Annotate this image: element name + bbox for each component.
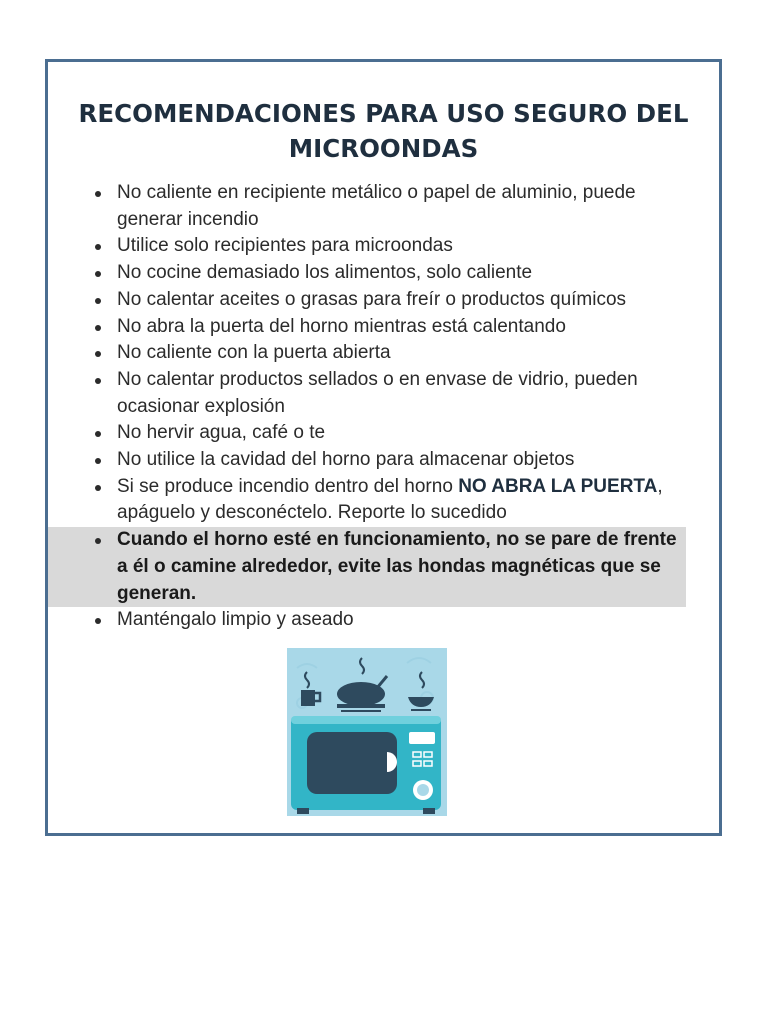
microwave-icon [287, 648, 447, 816]
title-line-1: RECOMENDACIONES PARA USO SEGURO DEL [78, 99, 689, 128]
bullet-icon [95, 458, 101, 464]
bullet-icon [95, 271, 101, 277]
list-item: No calentar aceites o grasas para freír o productos químicos [48, 287, 719, 314]
microwave-window [307, 732, 397, 794]
bullet-icon [95, 298, 101, 304]
microwave-body [291, 716, 441, 814]
bullet-icon [95, 378, 101, 384]
bullet-icon [95, 538, 101, 544]
document-title [48, 96, 719, 166]
title-line-2: MICROONDAS [288, 134, 479, 163]
list-item: No utilice la cavidad del horno para almacenar objetos [48, 447, 719, 474]
bullet-icon [95, 244, 101, 250]
list-item: No caliente con la puerta abierta [48, 340, 719, 367]
list-item: No abra la puerta del horno mientras está calentando [48, 314, 719, 341]
recommendations-list [48, 180, 719, 634]
bullet-icon [95, 618, 101, 624]
recommendations-frame [45, 59, 722, 836]
list-item: Si se produce incendio dentro del horno NO ABRA LA PUERTA, apáguelo y desconéctelo. Reporte lo sucedido [48, 474, 719, 527]
bullet-icon [95, 325, 101, 331]
list-item: No calentar productos sellados o en envase de vidrio, pueden ocasionar explosión [48, 367, 719, 420]
bullet-icon [95, 431, 101, 437]
list-item: Utilice solo recipientes para microondas [48, 233, 719, 260]
microwave-display [409, 732, 435, 744]
list-item: No caliente en recipiente metálico o papel de aluminio, puede generar incendio [48, 180, 719, 233]
list-item: No cocine demasiado los alimentos, solo caliente [48, 260, 719, 287]
list-item: Manténgalo limpio y aseado [48, 607, 719, 634]
no-abra-warning: NO ABRA LA PUERTA [458, 475, 658, 497]
bullet-icon [95, 485, 101, 491]
highlighted-list-item: Cuando el horno esté en funcionamiento, no se pare de frente a él o camine alrededor, evite las hondas magnéticas que se generan. [48, 527, 686, 607]
list-item: No hervir agua, café o te [48, 420, 719, 447]
bullet-icon [95, 191, 101, 197]
bullet-icon [95, 351, 101, 357]
